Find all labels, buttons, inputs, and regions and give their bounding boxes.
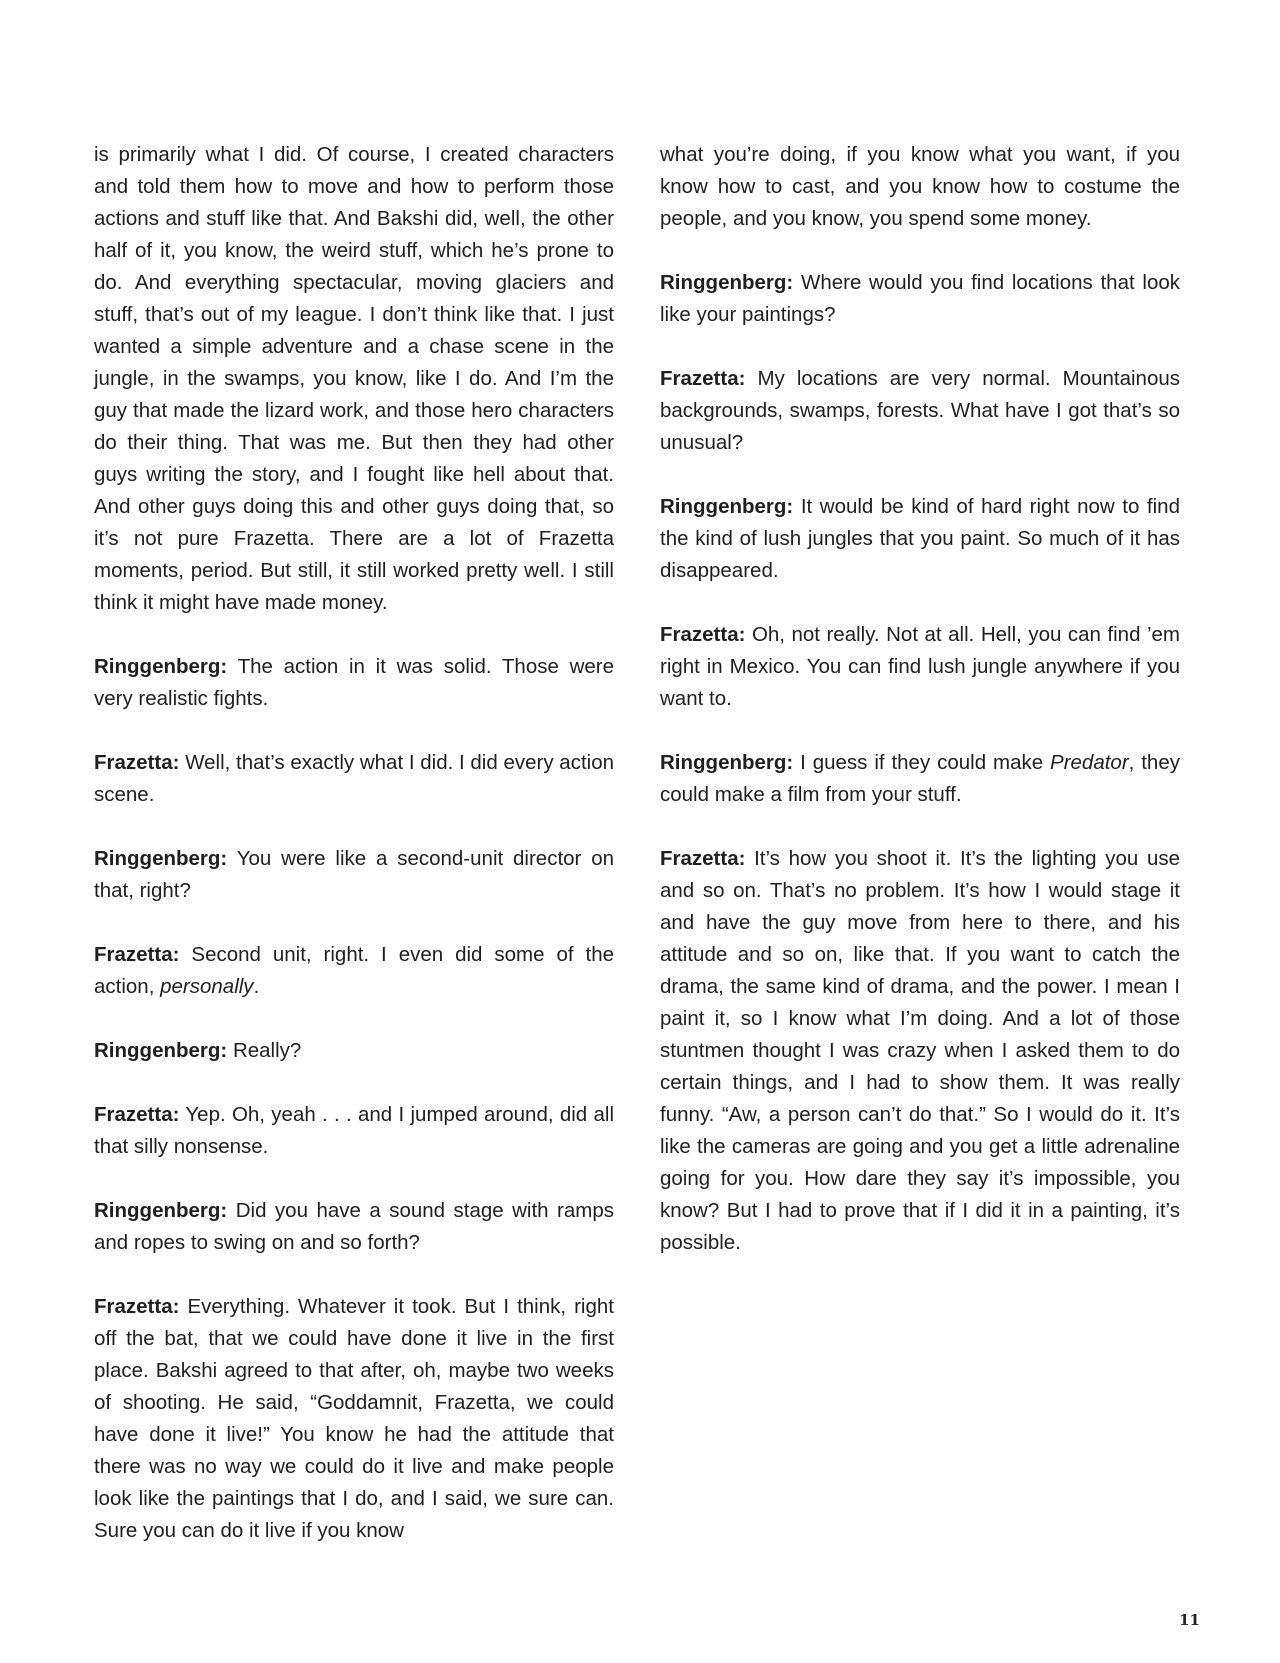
paragraph-text: The action in it was solid. Those were very realistic fights. (94, 655, 615, 710)
paragraph-text: Did you have a sound stage with ramps and ropes to swing on and so forth? (94, 1199, 615, 1254)
paragraph-text: It’s how you shoot it. It’s the lighting you use and so on. That’s no problem. It’s how I would stage it and have the guy move from here to there, and his attitude and so on, like that. If you want to catch the drama, the same kind of drama, and the power. I mean I paint it, so I know what I’m doing. And a lot of those stuntmen thought I was crazy when I asked them to do certain things, and I had to show them. It was really funny. “Aw, a person can’t do that.” So I would do it. It’s like the cameras are going and you get a little adrenaline going for you. How dare they say it’s impossible, you know? But I had to prove that if I did it in a painting, it’s possible. (660, 847, 1181, 1254)
speaker-label: Frazetta: (660, 623, 746, 646)
italic-text: personally (160, 975, 254, 998)
speaker-label: Ringgenberg: (94, 1199, 228, 1222)
speaker-label: Frazetta: (660, 367, 746, 390)
speaker-label: Ringgenberg: (94, 1039, 228, 1062)
interview-paragraph (660, 843, 1180, 1259)
interview-paragraph (94, 1099, 614, 1163)
speaker-label: Frazetta: (660, 847, 746, 870)
interview-paragraph (660, 747, 1180, 811)
interview-paragraph (660, 267, 1180, 331)
paragraph-text: , they could make a film from your stuff. (660, 751, 1180, 806)
interview-paragraph (94, 843, 614, 907)
left-column (94, 139, 614, 1579)
interview-paragraph (94, 1035, 614, 1067)
interview-paragraph (94, 747, 614, 811)
speaker-label: Ringgenberg: (660, 495, 794, 518)
paragraph-text: My locations are very normal. Mountainous backgrounds, swamps, forests. What have I got that’s so unusual? (660, 367, 1181, 454)
paragraph-text: what you’re doing, if you know what you want, if you know how to cast, and you know how to costume the people, and you know, you spend some money. (660, 143, 1180, 230)
paragraph-text: . (253, 975, 260, 998)
interview-paragraph (660, 491, 1180, 587)
speaker-label: Frazetta: (94, 751, 180, 774)
paragraph-text: It would be kind of hard right now to find the kind of lush jungles that you paint. So much of it has disappeared. (660, 495, 1180, 582)
speaker-label: Frazetta: (94, 943, 180, 966)
speaker-label: Ringgenberg: (94, 847, 228, 870)
paragraph-text: is primarily what I did. Of course, I created characters and told them how to move and how to perform those actions and stuff like that. And Bakshi did, well, the other half of it, you know, the weird stuff, which he’s prone to do. And everything spectacular, moving glaciers and stuff, that’s out of my league. I don’t think like that. I just wanted a simple adventure and a chase scene in the jungle, in the swamps, you know, like I do. And I’m the guy that made the lizard work, and those hero characters do their thing. That was me. But then they had other guys writing the story, and I fought like hell about that. And other guys doing this and other guys doing that, so it’s not pure Frazetta. There are a lot of Frazetta moments, period. But still, it still worked pretty well. I still think it might have made money. (94, 143, 614, 614)
paragraph-text: Yep. Oh, yeah . . . and I jumped around, did all that silly nonsense. (94, 1103, 615, 1158)
paragraph-text: You were like a second-unit director on that, right? (94, 847, 614, 902)
interview-paragraph (94, 651, 614, 715)
right-column (660, 139, 1180, 1291)
speaker-label: Ringgenberg: (660, 271, 794, 294)
speaker-label: Frazetta: (94, 1295, 180, 1318)
italic-text: Predator (1050, 751, 1129, 774)
paragraph-text: I guess if they could make (800, 751, 1051, 774)
interview-paragraph (660, 363, 1180, 459)
paragraph-text: Oh, not really. Not at all. Hell, you can find ’em right in Mexico. You can find lush jungle anywhere if you want to. (660, 623, 1180, 710)
speaker-label: Frazetta: (94, 1103, 180, 1126)
interview-paragraph (94, 139, 614, 619)
speaker-label: Ringgenberg: (94, 655, 228, 678)
paragraph-text: Where would you find locations that look like your paintings? (660, 271, 1180, 326)
interview-paragraph (660, 139, 1180, 235)
paragraph-text: Really? (232, 1039, 302, 1062)
interview-paragraph (94, 1195, 614, 1259)
paragraph-text: Second unit, right. I even did some of the action, (94, 943, 614, 998)
interview-paragraph (94, 939, 614, 1003)
paragraph-text: Everything. Whatever it took. But I think, right off the bat, that we could have done it live in the first place. Bakshi agreed to that after, oh, maybe two weeks of shooting. He said, “Goddamnit, Frazetta, we could have done it live!” You know he had the attitude that there was no way we could do it live and make people look like the paintings that I do, and I said, we sure can. Sure you can do it live if you know (94, 1295, 614, 1542)
interview-paragraph (94, 1291, 614, 1547)
interview-paragraph (660, 619, 1180, 715)
speaker-label: Ringgenberg: (660, 751, 794, 774)
paragraph-text: Well, that’s exactly what I did. I did every action scene. (94, 751, 614, 806)
page-number: 11 (1179, 1611, 1200, 1629)
